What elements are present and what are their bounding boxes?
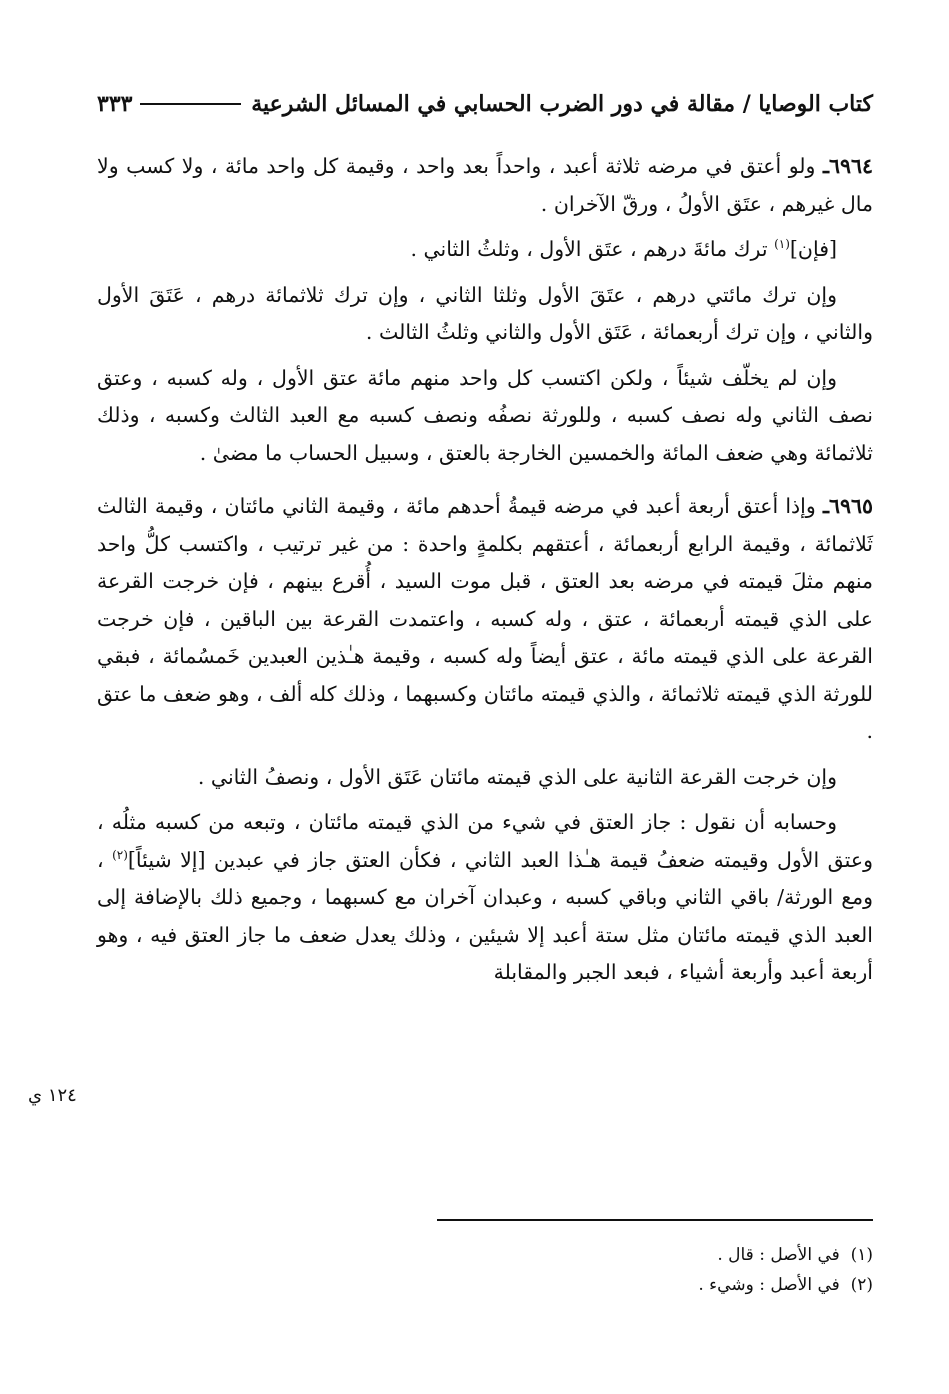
issue-number: ٦٩٦٤ـ	[822, 154, 873, 178]
paragraph-6965	[97, 488, 873, 751]
manuscript-folio-note: ١٢٤ ي	[28, 1085, 77, 1106]
paragraph-text: وحسابه أن نقول : جاز العتق في شيء من الذي قيمته مائتان ، وتبعه من كسبه مثلُه ، وعتق الأول وقيمته ضعفُ قيمة هـٰذا العبد الثاني ، فكأن العتق جاز في عبدين	[97, 810, 873, 872]
page-number: ٣٣٣	[97, 91, 133, 117]
paragraph	[97, 231, 873, 269]
footnote-number: (٢)	[850, 1275, 873, 1295]
running-header	[97, 84, 873, 124]
footnote-text: في الأصل : قال .	[717, 1245, 840, 1265]
footnote-number: (١)	[850, 1245, 873, 1265]
footnote-item	[698, 1270, 873, 1300]
paragraph-text: وإذا أعتق أربعة أعبد في مرضه قيمةُ أحدهم مائة ، وقيمة الثاني مائتان ، وقيمة الثالث ثَلاثمائة ، وقيمة الرابع أربعمائة ، أعتقهم بكلمةٍ واحدة : من غير ترتيب ، واكتسب كلُّ واحد منهم مثلَ قيمته في مرضه بعد العتق ، قبل موت السيد ، أُقرع بينهم ، فإن خرجت القرعة على الذي قيمته أربعمائة ، عتق ، وله كسبه ، واعتمدت القرعة بين الباقين ، فإن خرجت القرعة على الذي قيمته مائة ، عتق أيضاً وله كسبه ، وقيمة هـٰذين العبدين خَمسُمائة ، فبقي للورثة الذي قيمته ثلاثمائة ، والذي قيمته مائتان وكسبهما ، وذلك كله ألف ، وهو ضعف ما عتق .	[97, 494, 873, 743]
bracketed-insertion: [إلا شيئاً]	[127, 847, 206, 872]
main-text	[97, 148, 873, 1000]
paragraph-text: ولو أعتق في مرضه ثلاثة أعبد ، واحداً بعد واحد ، وقيمة كل واحد مائة ، ولا كسب ولا مال غيرهم ، عتَق الأولُ ، ورقّ الآخران .	[97, 154, 873, 216]
footnote-ref: (٢)	[112, 847, 128, 862]
paragraph-text: ترك مائةَ درهم ، عتَق الأول ، وثلثُ الثاني .	[410, 237, 775, 261]
header-title: كتاب الوصايا / مقالة في دور الضرب الحسابي في المسائل الشرعية	[251, 91, 873, 117]
paragraph-text: ، ومع الورثة/ باقي الثاني وباقي كسبه ، وعبدان آخران مع كسبهما ، وجميع ذلك بالإضافة إلى العبد الذي قيمته مائتان مثل ستة أعبد إلا شيئين ، وذلك يعدل ضعف ما جاز العتق فيه ، وهو أربعة أعبد وأربعة أشياء ، فبعد الجبر والمقابلة	[97, 847, 873, 984]
bracketed-insertion: [فإن]	[789, 237, 837, 261]
footnotes	[698, 1240, 873, 1300]
footnote-separator	[437, 1219, 873, 1221]
paragraph: وإن ترك مائتي درهم ، عتَقَ الأول وثلثا الثاني ، وإن ترك ثلاثمائة درهم ، عَتَقَ الأول والثاني ، وإن ترك أربعمائة ، عَتَق الأول والثاني وثلثُ الثالث .	[97, 282, 873, 344]
footnote-text: في الأصل : وشيء .	[698, 1275, 840, 1295]
paragraph: وإن خرجت القرعة الثانية على الذي قيمته مائتان عَتَق الأول ، ونصفُ الثاني .	[197, 764, 837, 789]
paragraph-6964	[97, 148, 873, 223]
book-page	[97, 72, 873, 1372]
paragraph	[97, 804, 873, 992]
issue-number: ٦٩٦٥ـ	[822, 494, 873, 518]
footnote-item	[698, 1240, 873, 1270]
paragraph: وإن لم يخلّف شيئاً ، ولكن اكتسب كل واحد منهم مائة عتق الأول ، وله كسبه ، وعتق نصف الثاني وله نصف كسبه ، وللورثة نصفُه ونصف كسبه مع العبد الثالث وكسبه ، وذلك ثلاثمائة وهي ضعف المائة والخمسين الخارجة بالعتق ، وسبيل الحساب ما مضىٰ .	[97, 365, 873, 465]
footnote-ref: (١)	[774, 237, 790, 252]
header-rule	[140, 103, 241, 105]
